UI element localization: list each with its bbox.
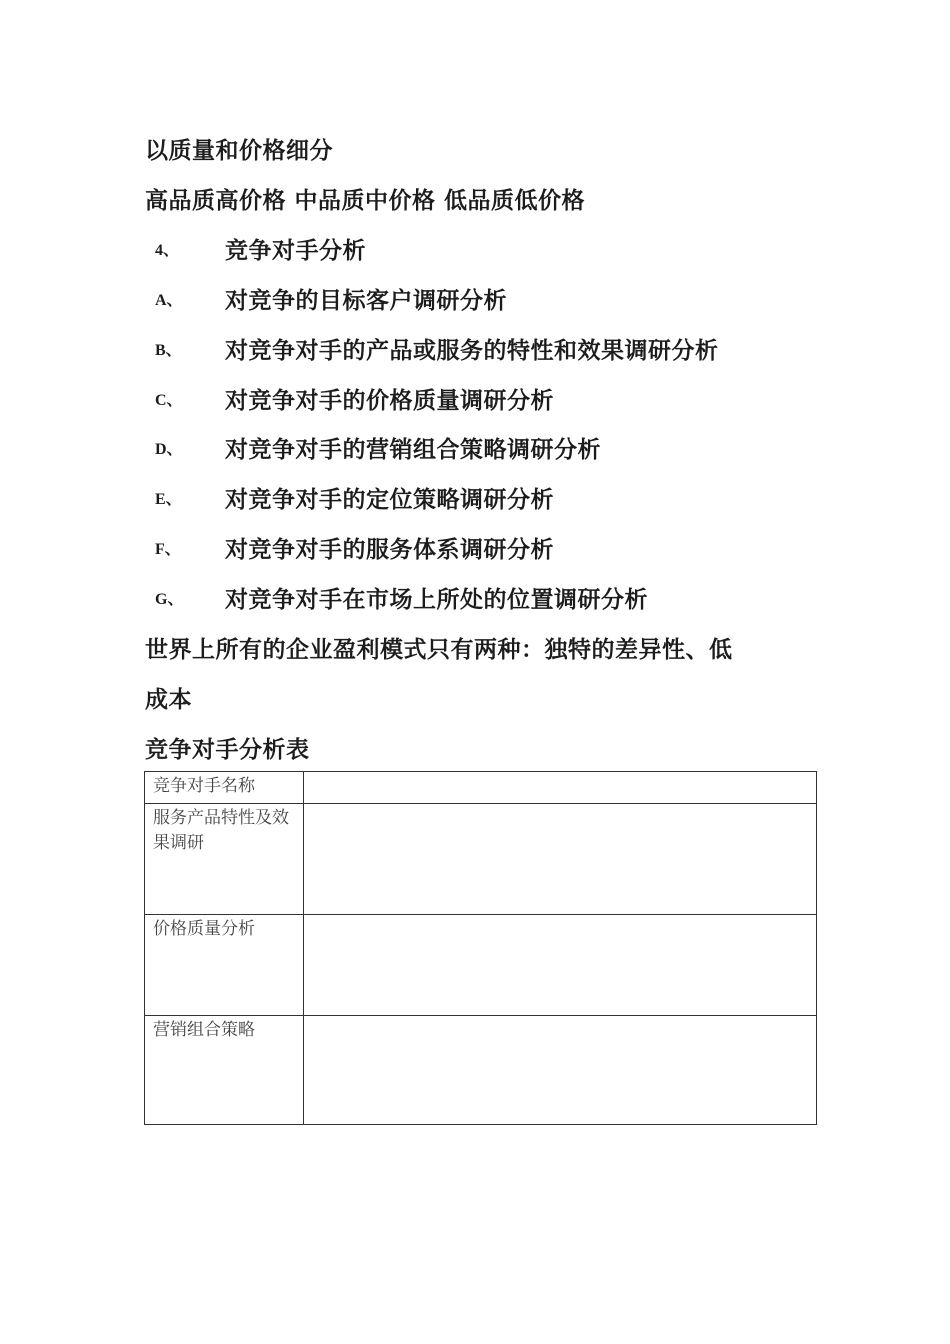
table-row-value <box>304 804 817 915</box>
list-item-marker: F、 <box>155 541 181 558</box>
list-item-text: 对竞争对手的产品或服务的特性和效果调研分析 <box>225 338 719 364</box>
list-item-marker: D、 <box>155 441 183 458</box>
table-row-label: 竞争对手名称 <box>145 772 304 804</box>
table-row-value <box>304 915 817 1016</box>
list-item <box>155 435 601 465</box>
list-item-text: 对竞争对手的定位策略调研分析 <box>225 487 554 513</box>
table-row-label: 价格质量分析 <box>145 915 304 1016</box>
list-item-text: 对竞争的目标客户调研分析 <box>225 288 507 314</box>
list-item <box>155 535 554 565</box>
list-item <box>155 485 554 515</box>
intro-line-2: 高品质高价格 中品质中价格 低品质低价格 <box>145 188 586 214</box>
list-item-marker: B、 <box>155 342 182 359</box>
list-item-text: 对竞争对手在市场上所处的位置调研分析 <box>225 587 648 613</box>
list-item-marker: A、 <box>155 292 183 309</box>
section-marker: 4、 <box>155 242 180 259</box>
section-heading <box>155 236 366 266</box>
table-row <box>145 915 817 1016</box>
statement-line-1: 世界上所有的企业盈利模式只有两种：独特的差异性、低 <box>145 637 733 663</box>
list-item-marker: C、 <box>155 392 183 409</box>
list-item <box>155 386 554 416</box>
list-item-text: 对竞争对手的营销组合策略调研分析 <box>225 437 601 463</box>
list-item-text: 对竞争对手的价格质量调研分析 <box>225 388 554 414</box>
list-item-text: 对竞争对手的服务体系调研分析 <box>225 537 554 563</box>
intro-line-1: 以质量和价格细分 <box>145 138 333 164</box>
list-item <box>155 286 507 316</box>
table-row <box>145 1016 817 1125</box>
statement-line-2: 成本 <box>145 687 192 713</box>
table-row-value <box>304 772 817 804</box>
table-title: 竞争对手分析表 <box>145 737 310 763</box>
list-item <box>155 336 719 366</box>
table-row-value <box>304 1016 817 1125</box>
list-item <box>155 585 648 615</box>
table-row <box>145 772 817 804</box>
table-row <box>145 804 817 915</box>
list-item-marker: E、 <box>155 491 182 508</box>
section-title: 竞争对手分析 <box>225 238 366 264</box>
list-item-marker: G、 <box>155 591 184 608</box>
table-row-label: 营销组合策略 <box>145 1016 304 1125</box>
competitor-analysis-table <box>144 771 817 1125</box>
table-row-label: 服务产品特性及效果调研 <box>145 804 304 915</box>
